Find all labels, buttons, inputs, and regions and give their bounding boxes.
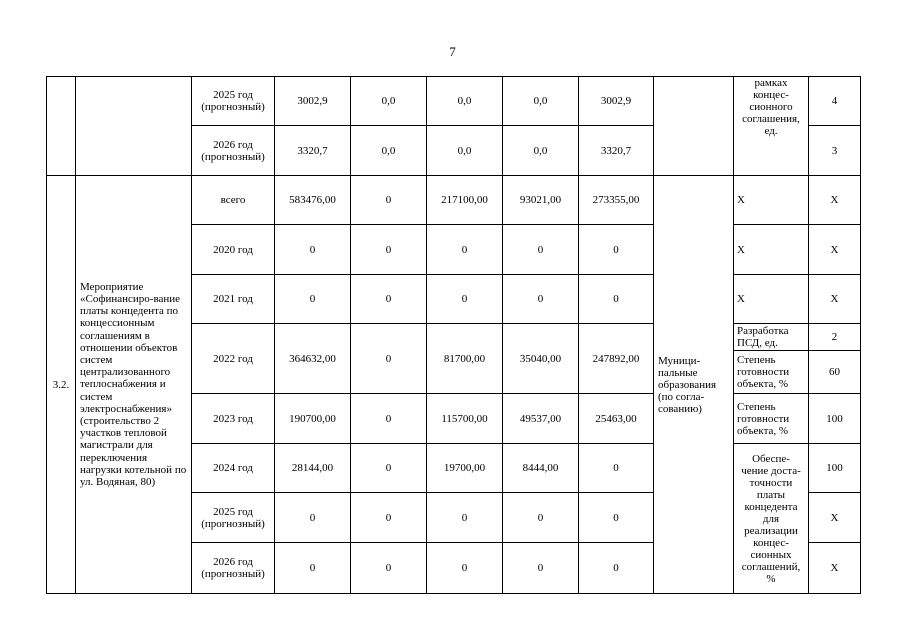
value-cell: 0 bbox=[461, 511, 468, 524]
item-description-cell bbox=[80, 176, 188, 593]
indicator-value-cell: X bbox=[830, 562, 839, 574]
value-cell: 0 bbox=[461, 562, 468, 574]
value-cell: 49537,00 bbox=[519, 412, 562, 425]
value-cell: 3002,9 bbox=[600, 95, 632, 107]
value-cell: 93021,00 bbox=[519, 194, 562, 206]
value-cell: 273355,00 bbox=[592, 194, 640, 206]
indicator-value-cell: 2 bbox=[831, 331, 838, 343]
value-cell: 0 bbox=[537, 562, 544, 574]
value-cell: 583476,00 bbox=[289, 194, 336, 206]
indicator-name-cell: Степень готовности объекта, % bbox=[737, 354, 790, 390]
value-cell: 0 bbox=[537, 293, 544, 305]
indicator-value-cell: X bbox=[830, 243, 839, 256]
value-cell: 81700,00 bbox=[443, 352, 486, 365]
value-cell: 247892,00 bbox=[592, 352, 640, 365]
value-cell: 0 bbox=[309, 562, 316, 574]
value-cell: 0 bbox=[385, 352, 392, 365]
value-cell: 0,0 bbox=[457, 95, 472, 107]
value-cell: 25463,00 bbox=[595, 412, 637, 425]
indicator-name-cell: X bbox=[737, 293, 745, 305]
indicator-value-cell: X bbox=[830, 511, 839, 524]
value-cell: 0 bbox=[385, 194, 392, 206]
indicator-value-cell: X bbox=[830, 194, 839, 206]
value-cell: 0 bbox=[461, 293, 468, 305]
col-line bbox=[860, 76, 861, 594]
value-cell: 0 bbox=[537, 511, 544, 524]
period-cell: всего bbox=[220, 194, 246, 206]
period-cell: 2023 год bbox=[213, 412, 253, 425]
period-cell: 2025 год (прогнозный) bbox=[201, 89, 265, 113]
value-cell: 0 bbox=[385, 562, 392, 574]
indicator-name-cell: Разработка ПСД, ед. bbox=[737, 325, 789, 349]
period-cell: 2022 год bbox=[213, 352, 253, 365]
page-number: 7 bbox=[449, 44, 456, 59]
value-cell: 217100,00 bbox=[441, 194, 488, 206]
indicator-name-cell: Степень готовности объекта, % bbox=[737, 400, 790, 437]
value-cell: 28144,00 bbox=[291, 462, 334, 474]
indicator-value-cell: 60 bbox=[829, 366, 840, 378]
table-border-bottom bbox=[46, 593, 860, 594]
value-cell: 3002,9 bbox=[297, 95, 328, 107]
value-cell: 0 bbox=[309, 243, 316, 256]
value-cell: 0 bbox=[613, 293, 619, 305]
indicator-name-cell: X bbox=[737, 194, 745, 206]
value-cell: 35040,00 bbox=[519, 352, 562, 365]
indicator-name-cell: Обеспе- чение доста- точности платы концедента для реализации концес- сионных соглашений, % bbox=[741, 452, 801, 585]
value-cell: 0 bbox=[385, 511, 392, 524]
value-cell: 0 bbox=[537, 243, 544, 256]
period-cell: 2020 год bbox=[213, 243, 253, 256]
indicator-value-cell: 3 bbox=[831, 144, 838, 157]
indicator-name-cell: рамках концес- сионного соглашения, ед. bbox=[742, 77, 800, 137]
value-cell: 364632,00 bbox=[289, 352, 336, 365]
value-cell: 0,0 bbox=[533, 144, 548, 157]
indicator-name-cell: X bbox=[737, 243, 745, 256]
value-cell: 190700,00 bbox=[289, 412, 336, 425]
value-cell: 0 bbox=[385, 412, 392, 425]
value-cell: 19700,00 bbox=[443, 462, 486, 474]
executor-cell: Муници- пальные образования (по согла- сованию) bbox=[658, 354, 717, 415]
value-cell: 0,0 bbox=[381, 144, 396, 157]
value-cell: 0,0 bbox=[533, 95, 548, 107]
item-number-cell: 3.2. bbox=[52, 378, 70, 391]
value-cell: 8444,00 bbox=[522, 462, 559, 474]
period-cell: 2026 год (прогнозный) bbox=[201, 138, 265, 163]
period-cell: 2021 год bbox=[213, 293, 253, 305]
value-cell: 0 bbox=[613, 243, 619, 256]
value-cell: 0 bbox=[613, 562, 619, 574]
value-cell: 0 bbox=[613, 462, 619, 474]
col-line bbox=[75, 76, 76, 594]
value-cell: 0 bbox=[385, 293, 392, 305]
value-cell: 3320,7 bbox=[600, 144, 632, 157]
col-line bbox=[653, 76, 654, 594]
item-description-text: Мероприятие «Софинансиро-вание платы концедента по концессионным соглашениям в отношении объектов систем централизованного теплоснабжения и систем электроснабжения» (строительство 2 участков тепловой магистрали для переключения нагрузки котельной по ул. Водяная, 80) bbox=[80, 280, 187, 489]
indicator-value-cell: 100 bbox=[826, 462, 843, 474]
period-cell: 2025 год (прогнозный) bbox=[201, 505, 265, 530]
value-cell: 0 bbox=[309, 511, 316, 524]
value-cell: 3320,7 bbox=[297, 144, 328, 157]
value-cell: 115700,00 bbox=[441, 412, 488, 425]
value-cell: 0,0 bbox=[381, 95, 396, 107]
period-cell: 2026 год (прогнозный) bbox=[201, 556, 265, 580]
period-cell: 2024 год bbox=[213, 462, 253, 474]
value-cell: 0 bbox=[385, 462, 392, 474]
value-cell: 0 bbox=[309, 293, 316, 305]
indicator-value-cell: X bbox=[830, 293, 839, 305]
indicator-value-cell: 4 bbox=[831, 95, 838, 107]
value-cell: 0 bbox=[385, 243, 392, 256]
value-cell: 0 bbox=[613, 511, 619, 524]
value-cell: 0 bbox=[461, 243, 468, 256]
value-cell: 0,0 bbox=[457, 144, 472, 157]
indicator-value-cell: 100 bbox=[826, 412, 843, 425]
